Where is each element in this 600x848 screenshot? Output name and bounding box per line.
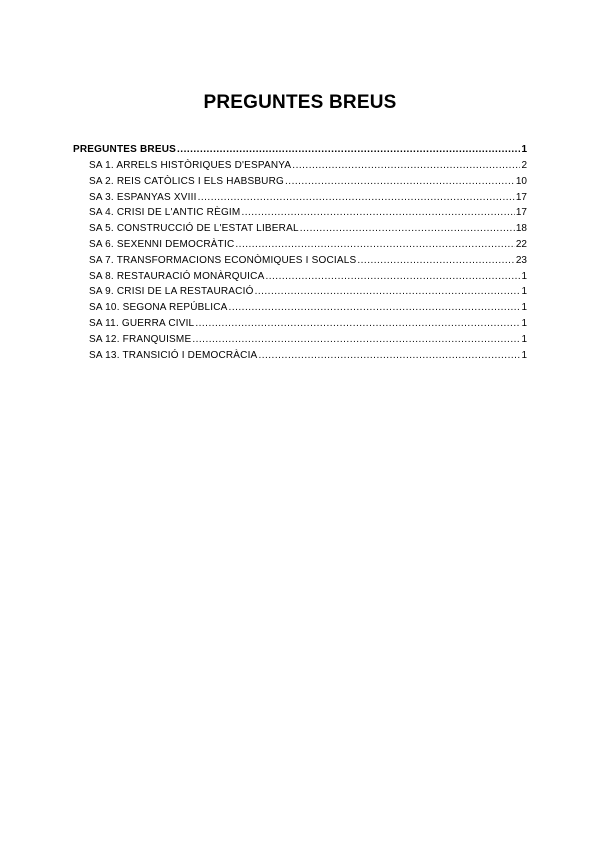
toc-entry-label: SA 3. ESPANYAS XVIII [89,191,197,203]
toc-dot-leader [255,284,521,300]
toc-dot-leader [195,316,520,332]
toc-dot-leader [235,237,514,253]
toc-entry-page: 1 [521,270,527,282]
page-title: PREGUNTES BREUS [203,92,397,113]
toc-entry-page: 23 [515,254,527,266]
toc-entry-sa-3[interactable] [73,190,527,206]
toc-entry-label: PREGUNTES BREUS [73,144,177,155]
toc-entry-label: SA 12. FRANQUISME [89,333,192,345]
toc-dot-leader [241,205,514,221]
toc-entry-label: SA 7. TRANSFORMACIONS ECONÒMIQUES I SOCIALS [89,254,357,266]
toc-entry-label: SA 5. CONSTRUCCIÓ DE L'ESTAT LIBERAL [89,223,299,235]
toc-dot-leader [265,269,520,285]
toc-dot-leader [292,158,520,174]
toc-dot-leader [357,253,515,269]
toc-entry-page: 17 [515,191,527,203]
toc-entry-label: SA 8. RESTAURACIÓ MONÀRQUICA [89,270,265,282]
toc-entry-page: 18 [515,223,527,235]
toc-entry-label: SA 13. TRANSICIÓ I DEMOCRÀCIA [89,349,258,361]
toc-entry-sa-11[interactable] [73,316,527,332]
toc-entry-sa-10[interactable] [73,300,527,316]
toc-entry-label: SA 4. CRISI DE L'ANTIC RÈGIM [89,207,241,219]
toc-entry-page: 1 [521,302,527,314]
toc-entry-sa-7[interactable] [73,253,527,269]
toc-entry-sa-9[interactable] [73,284,527,300]
toc-entry-sa-5[interactable] [73,221,527,237]
toc-entry-page: 1 [521,349,527,361]
toc-entry-label: SA 2. REIS CATÒLICS I ELS HABSBURG [89,175,285,187]
toc-entry-label: SA 10. SEGONA REPÚBLICA [89,302,228,314]
toc-dot-leader [285,174,515,190]
toc-entry-page: 1 [521,333,527,345]
toc-dot-leader [258,348,520,364]
toc-dot-leader [229,300,521,316]
toc-entry-page: 1 [521,286,527,298]
toc-entry-label: SA 6. SEXENNI DEMOCRÀTIC [89,238,235,250]
toc-entry-label: SA 1. ARRELS HISTÒRIQUES D'ESPANYA [89,160,292,171]
toc-entry-sa-4[interactable] [73,205,527,221]
toc-dot-leader [198,190,515,206]
toc-dot-leader [192,332,520,348]
table-of-contents [73,141,527,363]
toc-entry-page: 1 [521,144,527,155]
toc-entry-page: 22 [515,238,527,250]
toc-entry-label: SA 9. CRISI DE LA RESTAURACIÓ [89,286,254,298]
toc-entry-sa-2[interactable] [73,174,527,190]
toc-entry-page: 10 [515,175,527,187]
toc-entry-sa-12[interactable] [73,332,527,348]
toc-dot-leader [177,141,520,158]
toc-entry-sa-8[interactable] [73,269,527,285]
toc-entry-page: 1 [521,317,527,329]
toc-entry-sa-13[interactable] [73,348,527,364]
toc-dot-leader [300,221,515,237]
toc-entry-preguntes-breus[interactable] [73,141,527,158]
toc-entry-label: SA 11. GUERRA CIVIL [89,317,195,329]
toc-entry-sa-1[interactable] [73,158,527,174]
toc-entry-page: 2 [521,160,527,171]
toc-entry-sa-6[interactable] [73,237,527,253]
toc-entry-page: 17 [515,207,527,219]
